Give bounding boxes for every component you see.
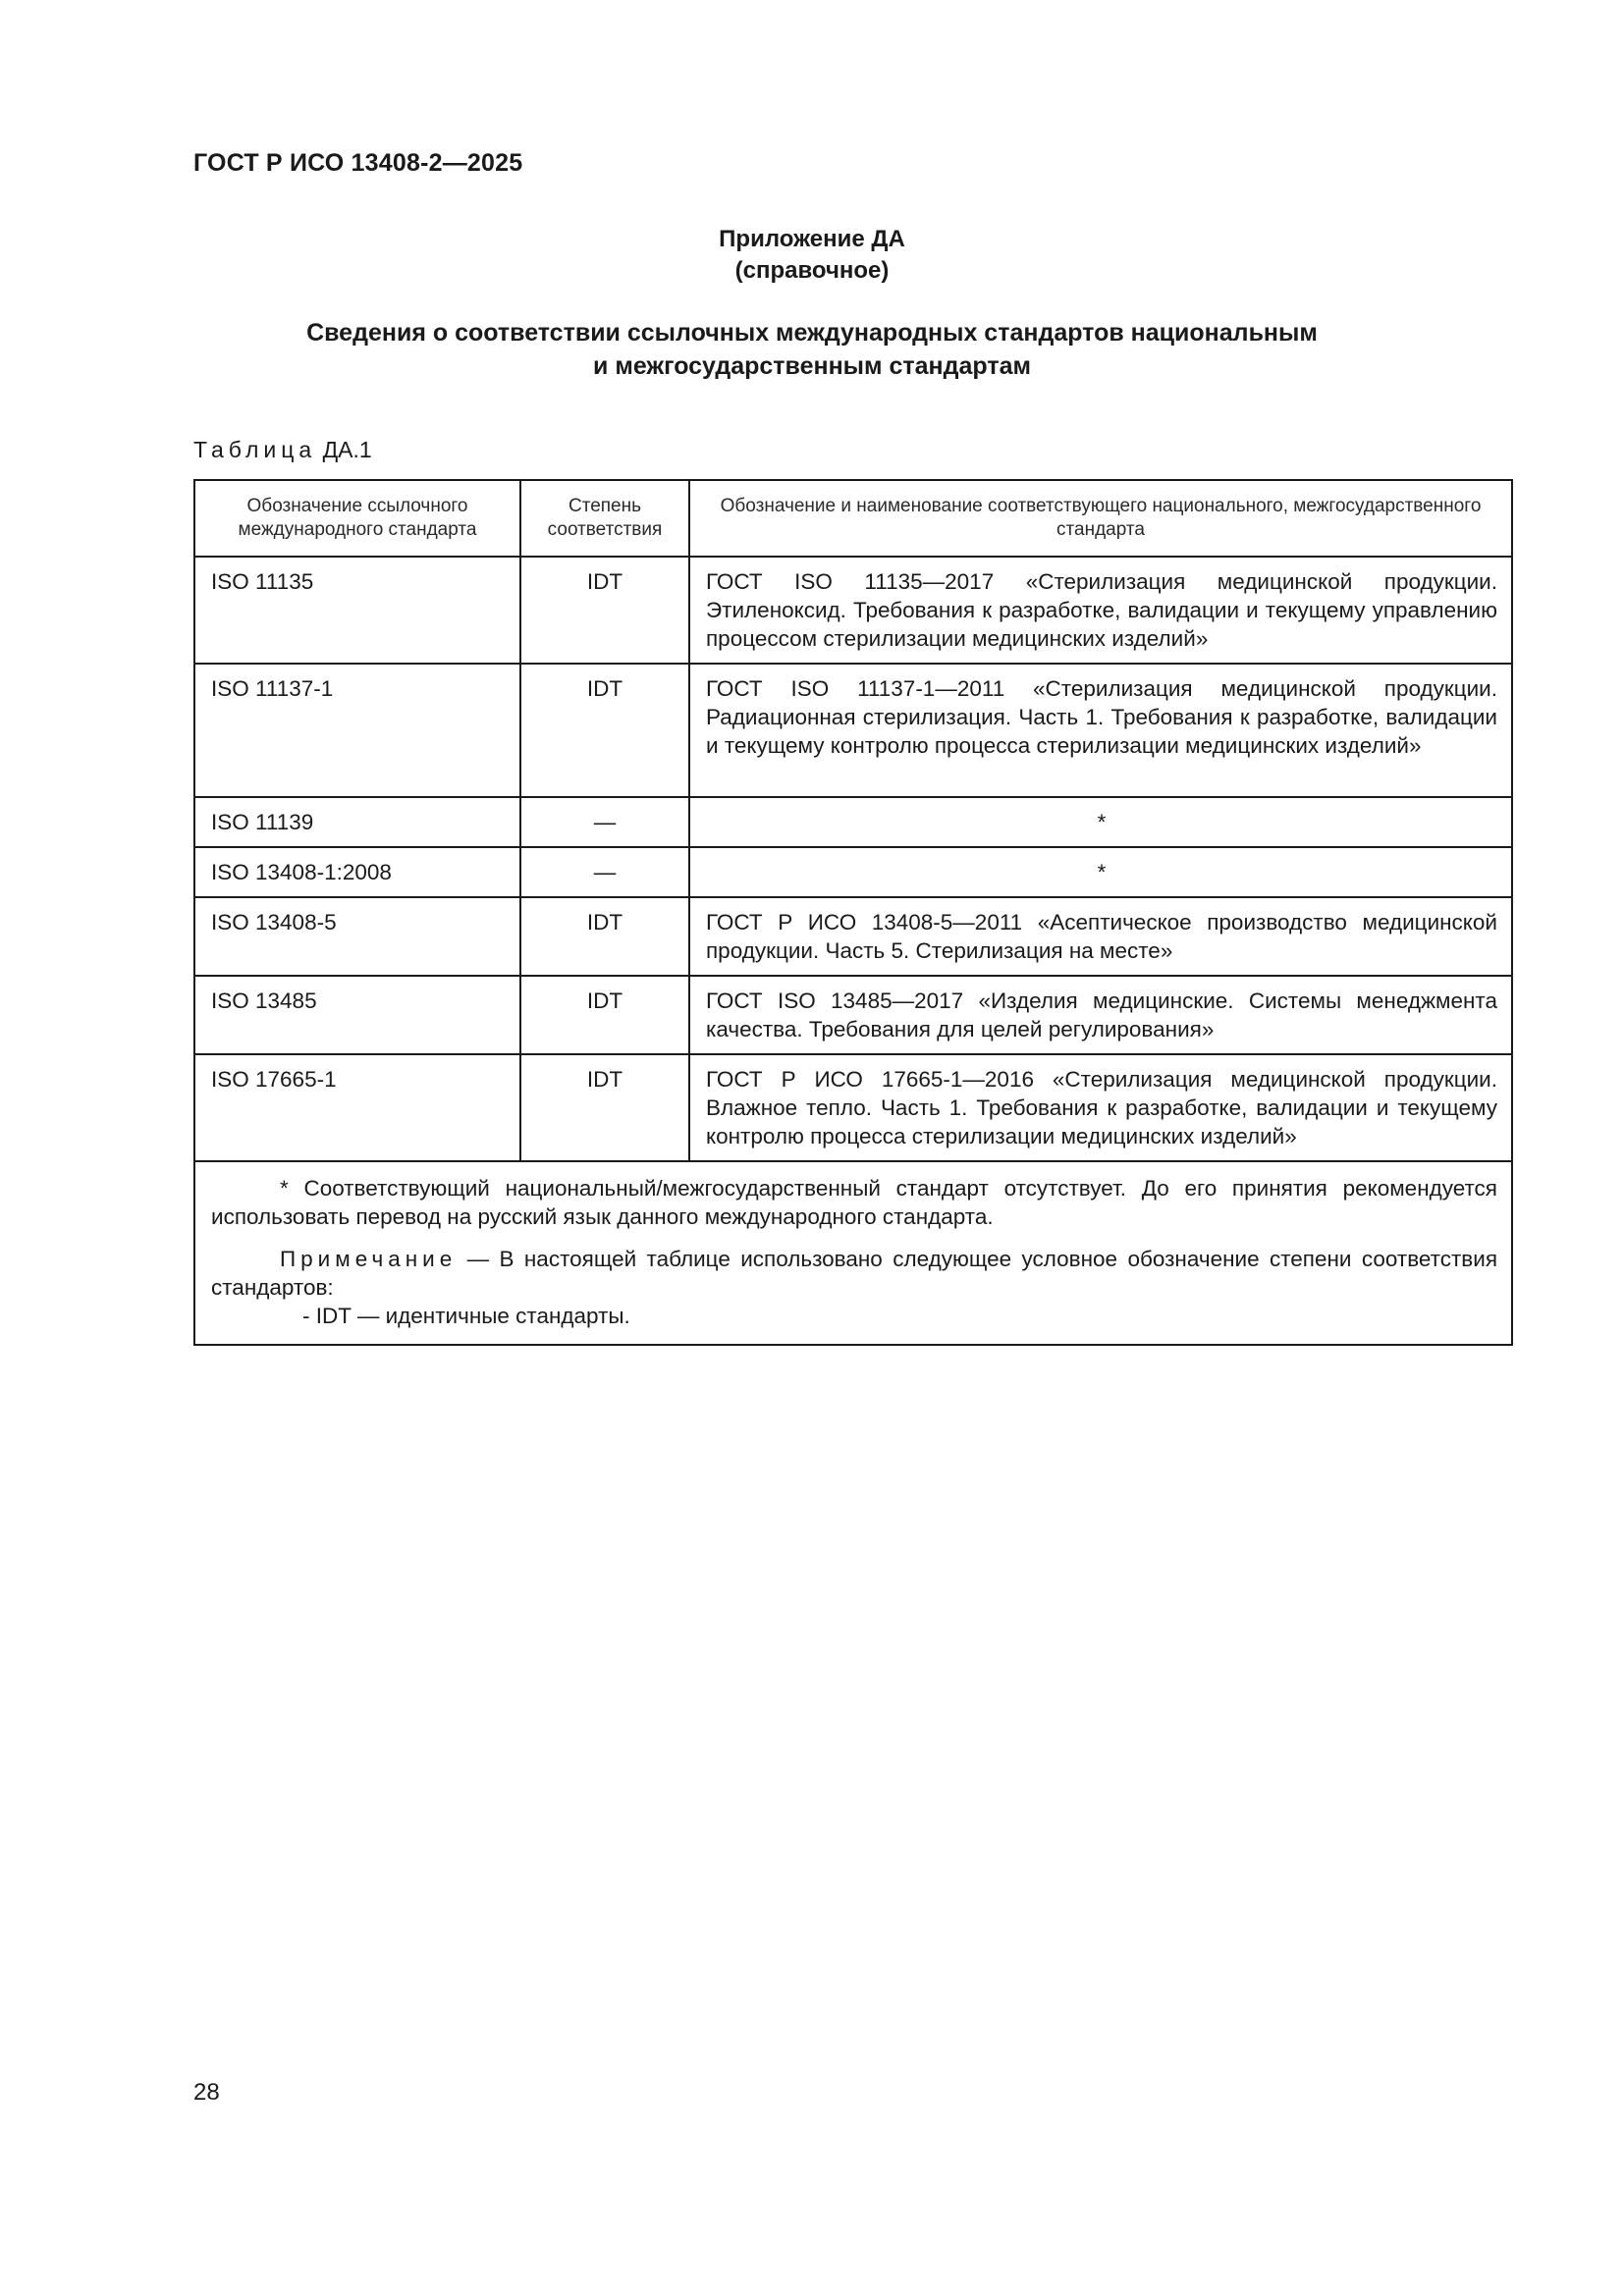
table-row: [194, 847, 1512, 897]
annex-title: Приложение ДА: [719, 226, 905, 252]
correspondence-table: [193, 479, 1513, 1346]
cell-degree: IDT: [520, 1054, 689, 1161]
cell-degree: —: [520, 847, 689, 897]
cell-degree: IDT: [520, 897, 689, 976]
cell-national-standard: *: [689, 847, 1512, 897]
cell-reference-standard: ISO 17665-1: [194, 1054, 520, 1161]
note-label: Примечание: [280, 1247, 458, 1271]
table-caption-word: Таблица: [193, 437, 317, 462]
cell-national-standard: ГОСТ Р ИСО 13408-5—2011 «Асептическое производство медицинской продукции. Часть 5. Стерилизация на месте»: [689, 897, 1512, 976]
annex-subtitle: (справочное): [734, 257, 890, 284]
table-row: [194, 797, 1512, 847]
column-header-reference-standard: Обозначение ссылочного международного стандарта: [194, 480, 520, 557]
table-notes-row: [194, 1161, 1512, 1345]
cell-degree: IDT: [520, 664, 689, 797]
document-code: ГОСТ Р ИСО 13408-2—2025: [193, 149, 523, 177]
column-header-degree: Степень соответствия: [520, 480, 689, 557]
table-row: [194, 557, 1512, 664]
annex-heading-line-1: Сведения о соответствии ссылочных международных стандартов национальным: [306, 319, 1318, 347]
table-notes: [194, 1161, 1512, 1345]
table-header-row: [194, 480, 1512, 557]
cell-national-standard: ГОСТ Р ИСО 17665-1—2016 «Стерилизация медицинской продукции. Влажное тепло. Часть 1. Требования к разработке, валидации и текущему контролю процесса стерилизации медицинских изделий»: [689, 1054, 1512, 1161]
cell-degree: —: [520, 797, 689, 847]
table-row: [194, 976, 1512, 1054]
cell-reference-standard: ISO 11139: [194, 797, 520, 847]
column-header-national-standard: Обозначение и наименование соответствующего национального, межгосударственного стандарта: [689, 480, 1512, 557]
cell-national-standard: *: [689, 797, 1512, 847]
annex-heading: [0, 316, 1624, 383]
cell-reference-standard: ISO 13485: [194, 976, 520, 1054]
cell-degree: IDT: [520, 557, 689, 664]
table-caption-number: ДА.1: [322, 437, 372, 462]
annex-heading-line-2: и межгосударственным стандартам: [593, 352, 1031, 380]
table-footnote: * Соответствующий национальный/межгосударственный стандарт отсутствует. До его принятия рекомендуется использовать перевод на русский язык данного международного стандарта.: [211, 1176, 1497, 1229]
table-row: [194, 897, 1512, 976]
cell-reference-standard: ISO 11135: [194, 557, 520, 664]
annex-label: [0, 224, 1624, 287]
note-text: — В настоящей таблице использовано следующее условное обозначение степени соответствия стандартов:: [211, 1247, 1497, 1300]
table-caption: [193, 437, 372, 463]
page-number: 28: [193, 2079, 220, 2106]
cell-national-standard: ГОСТ ISO 11137-1—2011 «Стерилизация медицинской продукции. Радиационная стерилизация. Часть 1. Требования к разработке, валидации и текущему контролю процесса стерилизации медицинских изделий»: [689, 664, 1512, 797]
table-note: [211, 1245, 1497, 1302]
cell-national-standard: ГОСТ ISO 13485—2017 «Изделия медицинские. Системы менеджмента качества. Требования для целей регулирования»: [689, 976, 1512, 1054]
note-list-item: - IDT — идентичные стандарты.: [302, 1304, 630, 1328]
cell-reference-standard: ISO 13408-1:2008: [194, 847, 520, 897]
table-row: [194, 1054, 1512, 1161]
table-row: [194, 664, 1512, 797]
cell-reference-standard: ISO 11137-1: [194, 664, 520, 797]
cell-national-standard: ГОСТ ISO 11135—2017 «Стерилизация медицинской продукции. Этиленоксид. Требования к разработке, валидации и текущему управлению процессом стерилизации медицинских изделий»: [689, 557, 1512, 664]
cell-reference-standard: ISO 13408-5: [194, 897, 520, 976]
cell-degree: IDT: [520, 976, 689, 1054]
